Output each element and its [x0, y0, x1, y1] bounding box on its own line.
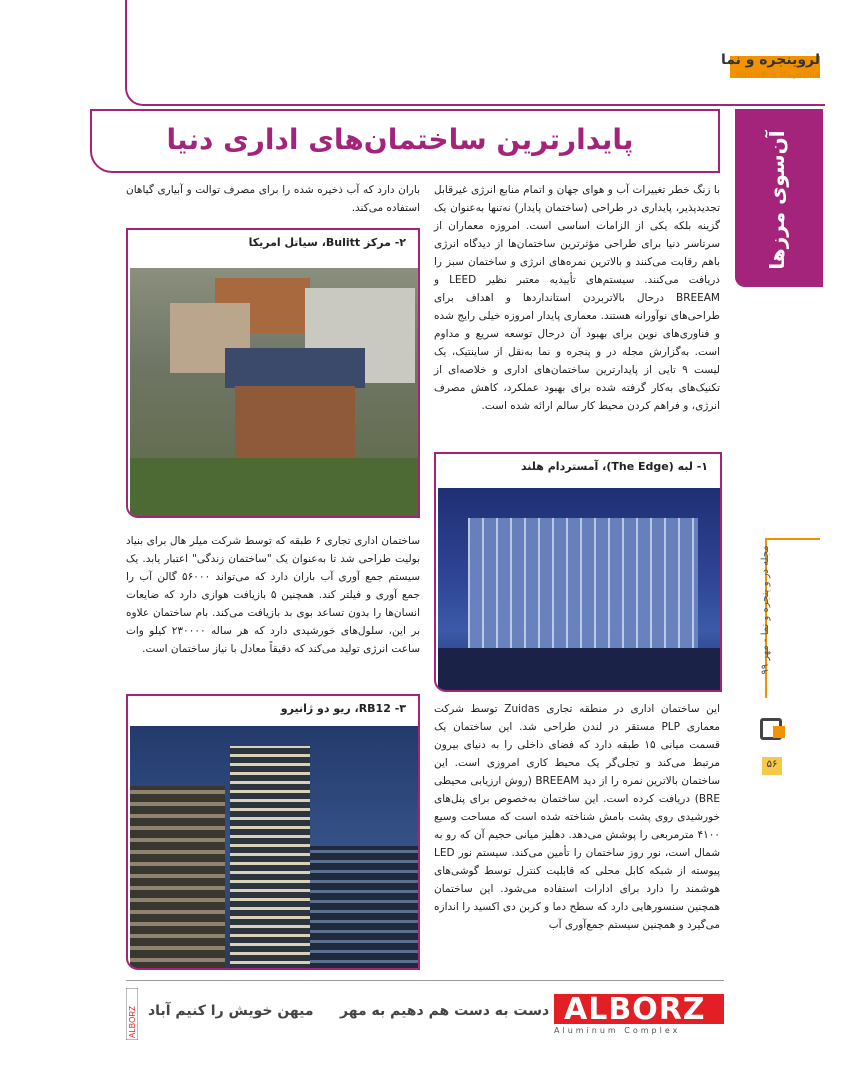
photo-trees	[130, 458, 420, 518]
alborz-logo-sub: Aluminum Complex	[554, 1026, 681, 1035]
edge-paragraph: این ساختمان اداری در منطقه تجاری Zuidas توسط شرکت معماری PLP مستقر در لندن طراحی شد. این ساختمان یک قسمت میانی ۱۵ طبقه دارد که فضای داخلی را به دنیای بیرون مرتبط می‌کند و تجلی‌گر یک محیط کاری امروزی است. این ساختمان بالاترین نمره را از دید BREEAM (روش ارزیابی محیطی BRE) دریافت کرده است. این ساختمان به‌خصوص برای پنل‌های خورشیدی روی پشت بامش شناخته شده است که مساحت وسیع ۴۱۰۰ مترمربعی را پوشش می‌دهد. دهلیز میانی حجیم آن که رو به شمال است، نور روز ساختمان را تأمین می‌کند. سیستم نور LED پیوسته از شبکه کابل محلی که قابلیت کنترل توسط گوشی‌های هوشمند را دارد برای ادارات استفاده می‌شود. این ساختمان همچنین سنسورهایی دارد که سطح دما و کربن دی اکسید را اندازه می‌گیرد و همچنین سیستم جمع‌آوری آب	[434, 703, 721, 931]
photo-ground	[438, 648, 722, 692]
bulitt-card	[126, 228, 420, 518]
photo-solar-roof	[225, 348, 365, 388]
alborz-logo-name: ALBORZ	[564, 992, 706, 1027]
photo-glass-facade	[468, 518, 698, 648]
photo-tower	[230, 746, 310, 970]
page-number: ۵۶	[766, 759, 778, 770]
alborz-vertical-logo-text: ALBORZ	[128, 1005, 137, 1038]
alborz-vertical-logo	[126, 988, 138, 1040]
photo-building	[310, 846, 420, 970]
magazine-logo-fa: لروینجره و نما	[720, 52, 820, 68]
magazine-icon-accent	[773, 726, 785, 738]
footer-rule	[126, 980, 724, 981]
section-tab-label: آن‌سوی مرزها	[765, 130, 789, 270]
issue-label: مجله در و پنجره و نما - مهر ۹۹	[760, 545, 771, 675]
article-title: پایدارترین ساختمان‌های اداری دنیا	[166, 123, 634, 156]
magazine-masthead	[640, 52, 820, 82]
rb12-card	[126, 694, 420, 970]
bulitt-paragraph: ساختمان اداری تجاری ۶ طبقه که توسط شرکت میلر هال برای بنیاد بولیت طراحی شد تا به‌عنوان یک "ساختمان زندگی" اعتبار یابد. یک سیستم جمع آوری آب باران دارد که می‌تواند ۵۶۰۰۰ گالن آب را جمع آوری و فیلتر کند. همچنین ۵ بازیافت هوازی دارد که ضایعات انسان‌ها را بدون تساعد بوی بد بازیافت می‌کند. بام ساختمان علاوه بر این، سلول‌های خورشیدی دارد که هر ساله ۲۳۰۰۰۰ کیلو وات ساعت انرژی تولید می‌کند که دقیقاً معادل با نیاز ساختمان است.	[126, 535, 420, 655]
footer-slogan-1: میهن خویش را کنیم آباد	[148, 1003, 314, 1019]
edge-card	[434, 452, 722, 692]
footer-slogan-2: دست به دست هم دهیم به مهر	[340, 1003, 550, 1019]
edge-photo	[438, 488, 722, 692]
edge-card-title: ۱- لبه (The Edge)، آمستردام هلند	[520, 460, 708, 473]
bulitt-photo	[130, 268, 420, 518]
rb12-card-title: ۳- RB12، ریو دو ژانیرو	[280, 702, 406, 715]
alborz-logo	[554, 992, 724, 1035]
bulitt-card-title: ۲- مرکز Bulitt، سیاتل امریکا	[248, 236, 406, 249]
rb12-photo	[130, 726, 420, 970]
intro-paragraph: با زنگ خطر تغییرات آب و هوای جهان و اتمام منابع انرژی غیرقابل تجدیدپذیر، پایداری در طراحی (ساختمان پایدار) نه‌تنها به‌عنوان یک گزینه بلکه یکی از الزامات اساسی است. امروزه معماران از سرتاسر دنیا برای طراحی مؤثرترین ساختمان‌ها از دیدگاه انرژی باهم رقابت می‌کنند و بالاترین نمره‌های انرژی و ساختمان سبز را دریافت می‌کنند. سیستم‌های تأییدیه معتبر نظیر LEED و BREEAM درحال بالاتربردن استانداردها و اهداف برای طراحی‌های نوآورانه هستند. معماری پایدار امروزه خیلی رایج شده و فناوری‌های نوین برای بهبود آن درحال توسعه سریع و مداوم است. به‌گزارش مجله در و پنجره و نما به‌نقل از ساینتیک، یک لیست ۹ تایی از پایدارترین ساختمان‌های اداری و خلاصه‌ای از تکنیک‌های به‌کار گرفته شده برای بهبود عملکرد، کاهش مصرف انرژی، و فراهم کردن محیط کار سالم ارائه شده است.	[434, 184, 721, 412]
bulitt-continued-paragraph: باران دارد که آب ذخیره شده را برای مصرف توالت و آبیاری گیاهان استفاده می‌کند.	[126, 184, 420, 214]
magazine-logo-en: NamaWin Magazine	[735, 70, 820, 79]
photo-building	[130, 786, 225, 970]
